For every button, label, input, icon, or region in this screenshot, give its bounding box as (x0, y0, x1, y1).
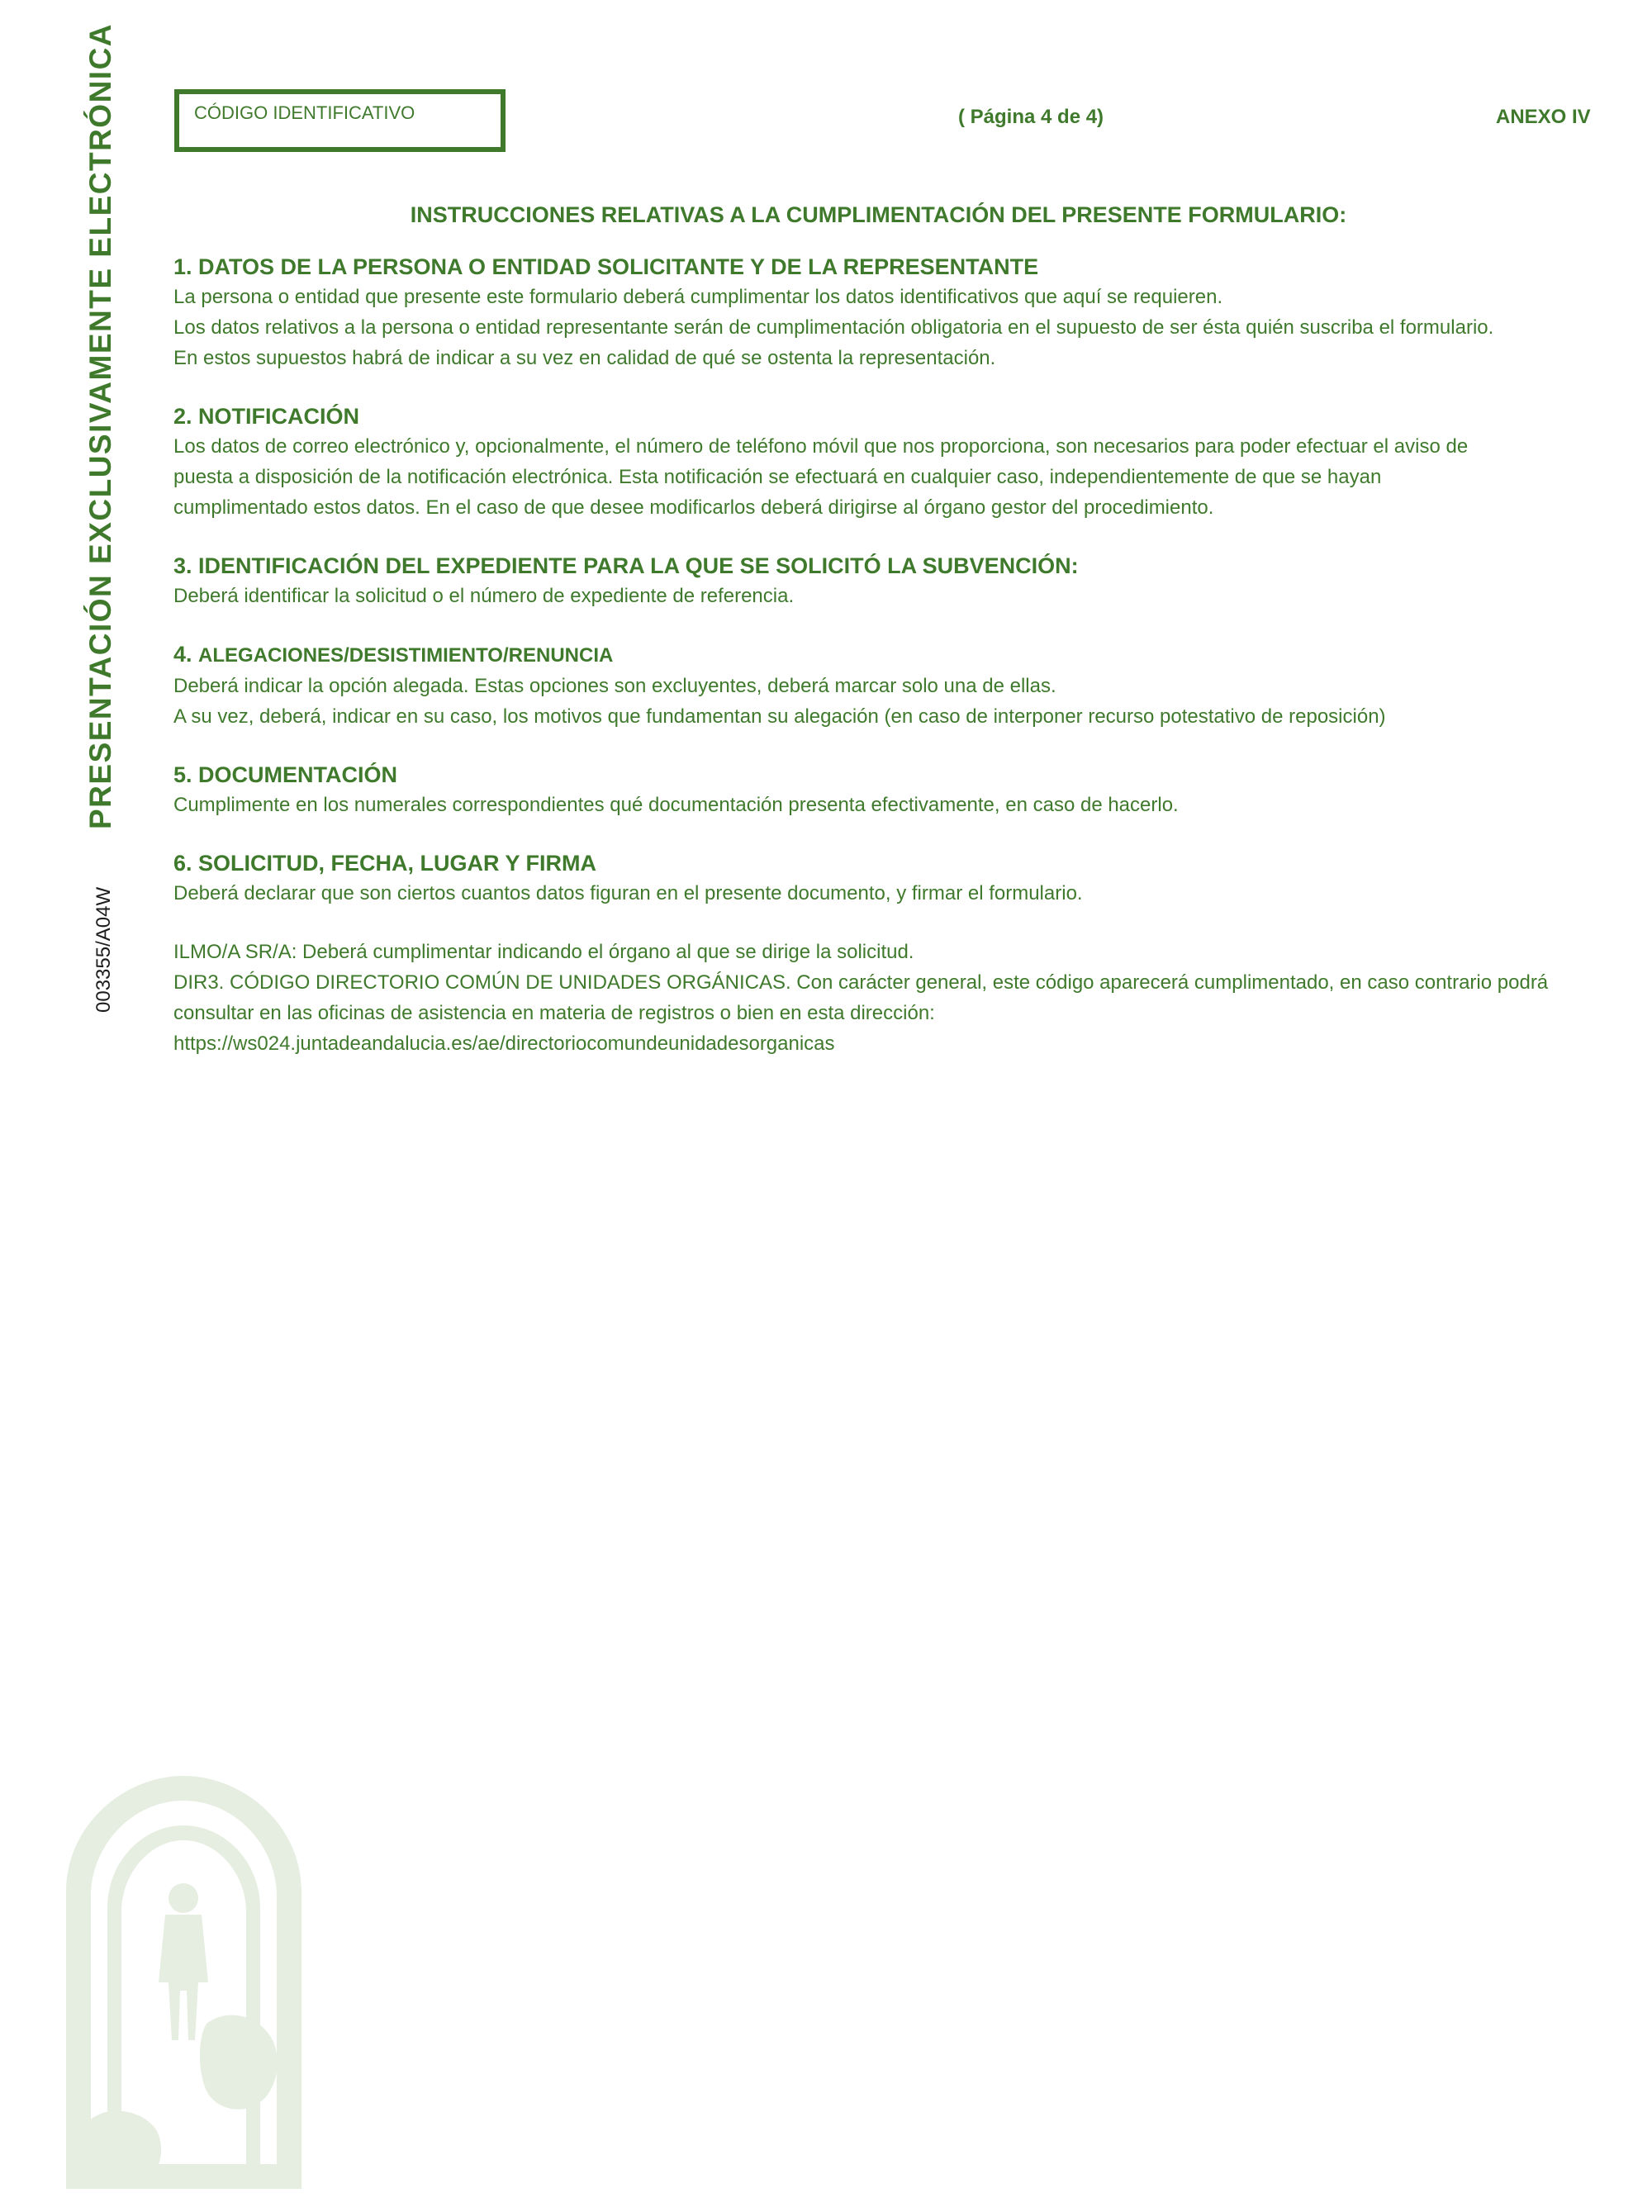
footer-note: consultar en las oficinas de asistencia en materia de registros o bien en esta dirección: (173, 1002, 935, 1024)
footer-note: DIR3. CÓDIGO DIRECTORIO COMÚN DE UNIDADES ORGÁNICAS. Con carácter general, este código aparecerá cumplimentado, en caso contrario podrá (173, 971, 1549, 994)
section-title: 6. SOLICITUD, FECHA, LUGAR Y FIRMA (173, 851, 597, 876)
annex-label: ANEXO IV (1496, 106, 1591, 128)
section-text: cumplimentado estos datos. En el caso de que desee modificarlos deberá dirigirse al órgano gestor del procedimiento. (173, 496, 1214, 519)
form-code: 003355/A04W (93, 886, 115, 1013)
section-title (173, 639, 1586, 671)
footer-note: ILMO/A SR/A: Deberá cumplimentar indicando el órgano al que se dirige la solicitud. (173, 941, 914, 963)
page-title: INSTRUCCIONES RELATIVAS A LA CUMPLIMENTACIÓN DEL PRESENTE FORMULARIO: (410, 202, 1347, 227)
section-text: Deberá identificar la solicitud o el número de expediente de referencia. (173, 585, 795, 607)
directory-link[interactable]: https://ws024.juntadeandalucia.es/ae/directoriocomundeunidadesorganicas (173, 1032, 835, 1055)
instructions-content (173, 252, 1586, 1087)
sidebar-vertical-title: PRESENTACIÓN EXCLUSIVAMENTE ELECTRÓNICA (83, 22, 117, 829)
section-text: puesta a disposición de la notificación electrónica. Esta notificación se efectuará en cualquier caso, independientemente de que se hayan (173, 466, 1382, 488)
section-title: 2. NOTIFICACIÓN (173, 404, 360, 429)
section-title: 5. DOCUMENTACIÓN (173, 762, 398, 787)
page-number: ( Página 4 de 4) (958, 106, 1104, 128)
section-number: 4. (173, 642, 192, 667)
footer-notes (173, 937, 1586, 1059)
section-text: En estos supuestos habrá de indicar a su vez en calidad de qué se ostenta la representación. (173, 347, 996, 369)
section-signature (173, 848, 1586, 909)
section-text: Deberá declarar que son ciertos cuantos datos figuran en el presente documento, y firmar el formulario. (173, 882, 1083, 904)
section-notification (173, 401, 1586, 523)
section-title: 1. DATOS DE LA PERSONA O ENTIDAD SOLICITANTE Y DE LA REPRESENTANTE (173, 254, 1039, 279)
junta-de-andalucia-emblem-icon (66, 1776, 301, 2189)
section-documentation (173, 760, 1586, 820)
section-text: Los datos de correo electrónico y, opcionalmente, el número de teléfono móvil que nos proporciona, son necesarios para poder efectuar el aviso de (173, 435, 1469, 458)
section-applicant-data (173, 252, 1586, 373)
section-allegations (173, 639, 1586, 732)
section-text: La persona o entidad que presente este formulario deberá cumplimentar los datos identificativos que aquí se requieren. (173, 286, 1223, 308)
section-title-text: ALEGACIONES/DESISTIMIENTO/RENUNCIA (198, 644, 614, 667)
section-text: Los datos relativos a la persona o entidad representante serán de cumplimentación obligatoria en el supuesto de ser ésta quién suscriba el formulario. (173, 316, 1494, 339)
section-title: 3. IDENTIFICACIÓN DEL EXPEDIENTE PARA LA QUE SE SOLICITÓ LA SUBVENCIÓN: (173, 553, 1079, 578)
section-text: Cumplimente en los numerales correspondientes qué documentación presenta efectivamente, en caso de hacerlo. (173, 794, 1179, 816)
identification-code-label: CÓDIGO IDENTIFICATIVO (194, 102, 415, 123)
section-text: Deberá indicar la opción alegada. Estas opciones son excluyentes, deberá marcar solo una de ellas. (173, 675, 1056, 697)
section-text: A su vez, deberá, indicar en su caso, los motivos que fundamentan su alegación (en caso de interponer recurso potestativo de reposición) (173, 705, 1386, 728)
section-file-identification (173, 551, 1586, 611)
identification-code-box[interactable] (174, 89, 506, 152)
